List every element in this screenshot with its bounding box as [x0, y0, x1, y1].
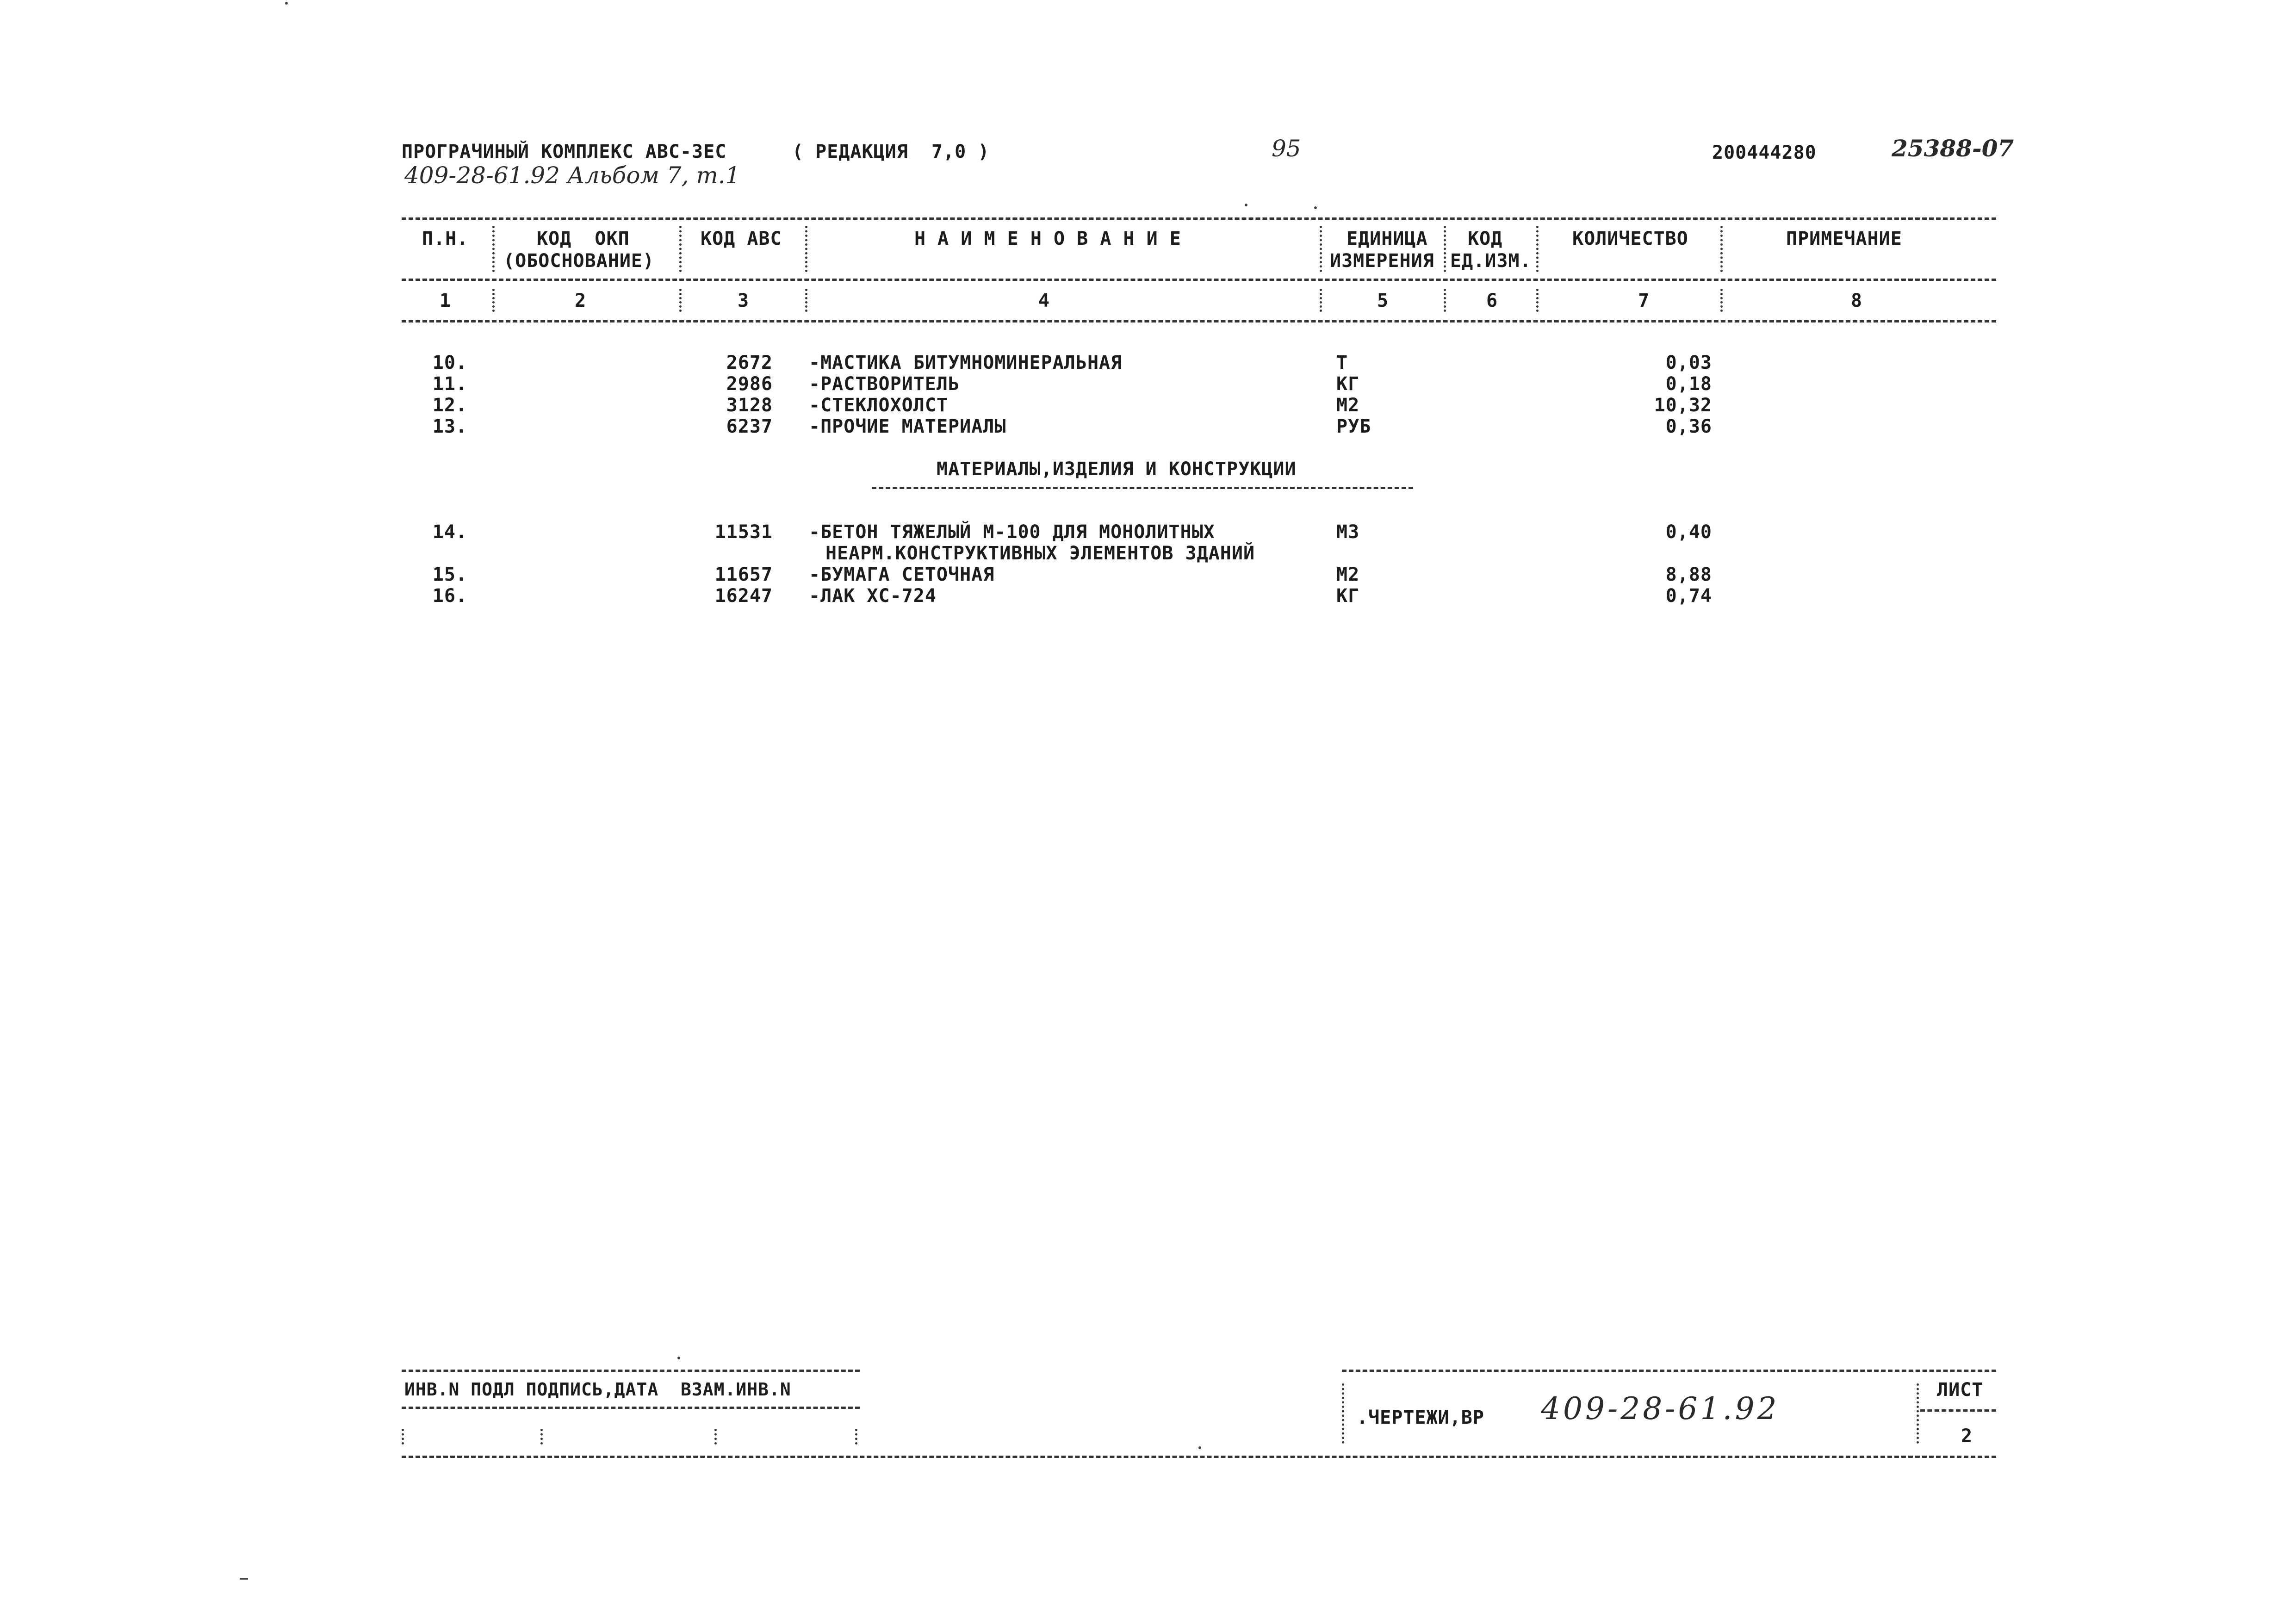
header-unit: ЕДИНИЦА [1347, 228, 1428, 249]
section-title: МАТЕРИАЛЫ,ИЗДЕЛИЯ И КОНСТРУКЦИИ [937, 459, 1297, 480]
header-note: ПРИМЕЧАНИЕ [1786, 228, 1902, 249]
row-abc-code: 2672 [726, 352, 773, 373]
col-separator [805, 226, 807, 272]
row-name: -СТЕКЛОХОЛСТ [809, 395, 948, 416]
row-quantity: 8,88 [1665, 564, 1712, 585]
row-quantity: 0,40 [1665, 521, 1712, 543]
col-separator [679, 226, 682, 272]
row-unit: КГ [1336, 373, 1360, 395]
sheet-label: ЛИСТ [1937, 1379, 1984, 1401]
row-number: 12. [432, 395, 467, 416]
footer-bottom-rule [402, 1456, 1996, 1458]
column-number-4: 4 [1038, 290, 1050, 311]
edition-label: ( РЕДАКЦИЯ 7,0 ) [792, 141, 990, 162]
footer-separator [1342, 1383, 1344, 1444]
row-quantity: 0,03 [1665, 352, 1712, 373]
row-quantity: 0,74 [1665, 585, 1712, 607]
column-number-8: 8 [1851, 290, 1863, 311]
row-quantity: 10,32 [1654, 395, 1712, 416]
row-number: 14. [432, 521, 467, 543]
col-separator [1444, 226, 1446, 272]
header-item-number: П.Н. [422, 228, 469, 249]
header-abc-code: КОД АВС [701, 228, 782, 249]
row-abc-code: 6237 [726, 416, 773, 437]
col-separator [1536, 289, 1539, 312]
row-abc-code: 3128 [726, 395, 773, 416]
footer-separator [855, 1429, 857, 1445]
column-number-1: 1 [440, 290, 452, 311]
sheet-divider-rule [1920, 1409, 1996, 1412]
row-number: 16. [432, 585, 467, 607]
footer-separator [540, 1429, 543, 1445]
scan-speck [240, 1578, 248, 1580]
footer-left-top-rule [402, 1370, 860, 1372]
footer-separator [402, 1429, 404, 1445]
document-number: 25388-07 [1892, 135, 2014, 162]
column-number-3: 3 [738, 290, 750, 311]
row-unit: КГ [1336, 585, 1360, 607]
page-number: 95 [1272, 135, 1301, 162]
column-number-5: 5 [1377, 290, 1389, 311]
row-number: 10. [432, 352, 467, 373]
row-name: -ЛАК ХС-724 [809, 585, 937, 607]
header-unit-code-label: ЕД.ИЗМ. [1450, 250, 1532, 272]
header-name: Н А И М Е Н О В А Н И Е [914, 228, 1181, 249]
footer-separator [1917, 1383, 1919, 1444]
col-separator [492, 289, 495, 312]
column-number-2: 2 [575, 290, 587, 311]
row-number: 13. [432, 416, 467, 437]
header-quantity: КОЛИЧЕСТВО [1572, 228, 1688, 249]
row-name: -МАСТИКА БИТУМНОМИНЕРАЛЬНАЯ [809, 352, 1123, 373]
scan-speck [1314, 206, 1317, 209]
row-unit: М2 [1336, 564, 1360, 585]
column-number-7: 7 [1638, 290, 1650, 311]
row-abc-code: 16247 [714, 585, 773, 607]
section-underline [872, 487, 1413, 489]
row-name: -ПРОЧИЕ МАТЕРИАЛЫ [809, 416, 1006, 437]
row-unit: М3 [1336, 521, 1360, 543]
footer-left-mid-rule [402, 1407, 860, 1409]
drawings-label: .ЧЕРТЕЖИ,ВР [1357, 1407, 1484, 1428]
row-abc-code: 11531 [714, 521, 773, 543]
scan-speck [1198, 1446, 1201, 1449]
row-number: 15. [432, 564, 467, 585]
table-top-rule [402, 217, 1996, 220]
col-separator [805, 289, 807, 312]
row-name: -БЕТОН ТЯЖЕЛЫЙ М-100 ДЛЯ МОНОЛИТНЫХ [809, 521, 1215, 543]
row-name: -БУМАГА СЕТОЧНАЯ [809, 564, 995, 585]
drawing-number: 409-28-61.92 [1541, 1391, 1780, 1426]
column-number-6: 6 [1486, 290, 1498, 311]
footer-inventory-headers: ИНВ.N ПОДЛ ПОДПИСЬ,ДАТА ВЗАМ.ИНВ.N [404, 1379, 791, 1400]
scan-speck [285, 2, 288, 5]
footer-right-top-rule [1342, 1370, 1996, 1372]
col-separator [1320, 289, 1322, 312]
row-quantity: 0,36 [1665, 416, 1712, 437]
program-title: ПРОГРАЧИНЫЙ КОМПЛЕКС АВС-ЗЕС [402, 141, 727, 162]
table-number-rule [402, 320, 1996, 322]
row-unit: М2 [1336, 395, 1360, 416]
col-separator [1720, 226, 1723, 272]
col-separator [679, 289, 682, 312]
header-okp-justification: (ОБОСНОВАНИЕ) [503, 250, 655, 272]
row-quantity: 0,18 [1665, 373, 1712, 395]
header-unit-measure: ИЗМЕРЕНИЯ [1330, 250, 1434, 272]
col-separator [1444, 289, 1446, 312]
row-abc-code: 2986 [726, 373, 773, 395]
document-code: 200444280 [1712, 142, 1817, 163]
row-name: -РАСТВОРИТЕЛЬ [809, 373, 960, 395]
header-unit-code: КОД [1468, 228, 1503, 249]
scan-speck [677, 1357, 680, 1359]
row-unit: Т [1336, 352, 1348, 373]
row-abc-code: 11657 [714, 564, 773, 585]
row-unit: РУБ [1336, 416, 1371, 437]
row-name-continued: НЕАРМ.КОНСТРУКТИВНЫХ ЭЛЕМЕНТОВ ЗДАНИЙ [825, 543, 1255, 564]
table-header-rule [402, 279, 1996, 281]
footer-separator [714, 1429, 717, 1445]
handwritten-album-reference: 409-28-61.92 Альбом 7, т.1 [404, 162, 740, 189]
col-separator [1320, 226, 1322, 272]
scan-speck [1245, 204, 1247, 206]
col-separator [1720, 289, 1723, 312]
row-number: 11. [432, 373, 467, 395]
header-okp-code: КОД ОКП [537, 228, 630, 249]
sheet-number: 2 [1961, 1426, 1973, 1447]
col-separator [492, 226, 495, 272]
col-separator [1536, 226, 1539, 272]
